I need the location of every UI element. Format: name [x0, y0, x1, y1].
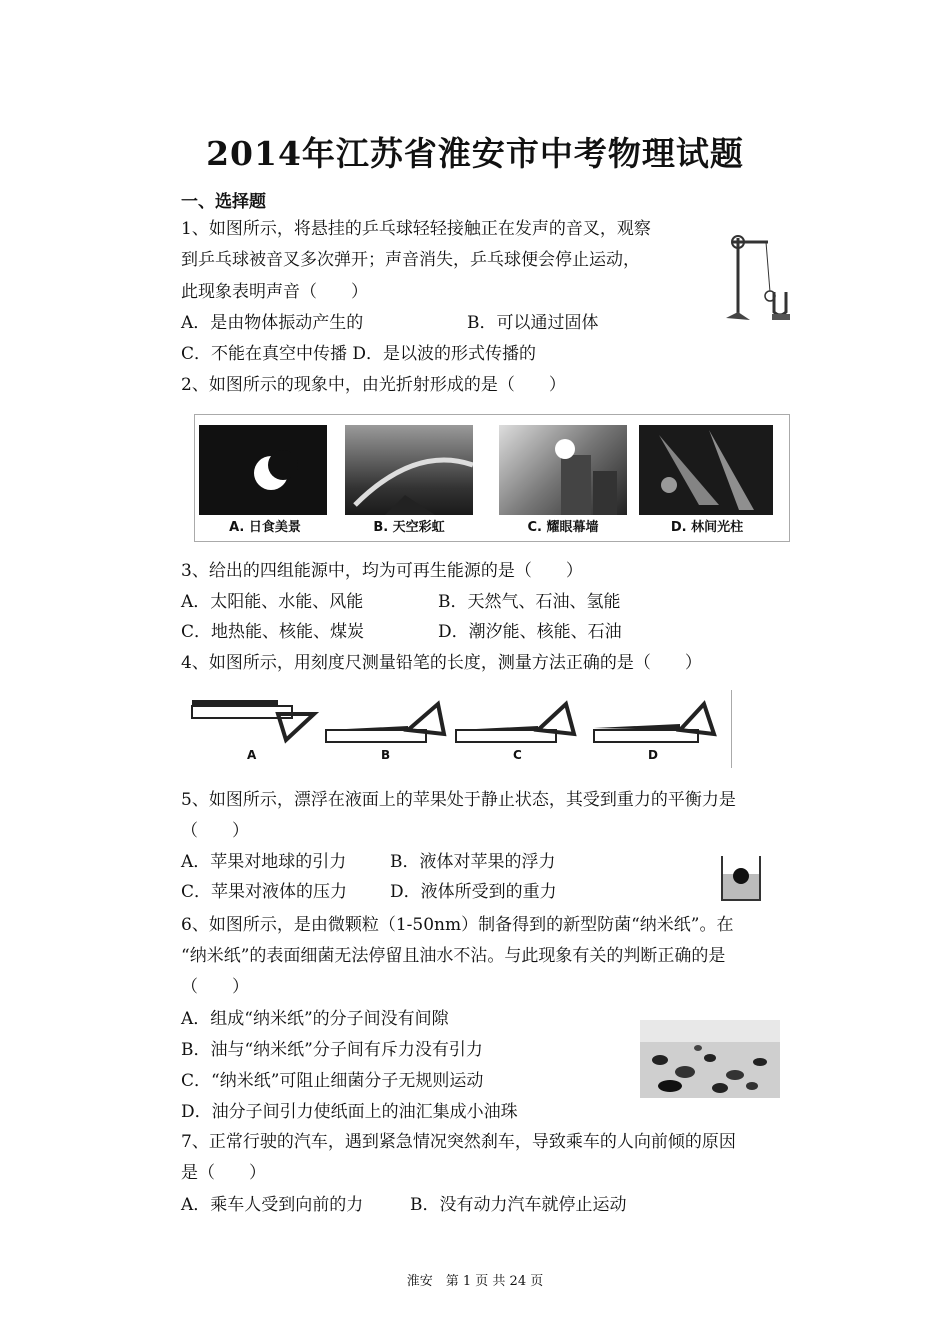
page-footer: 淮安 第 1 页 共 24 页 — [406, 1274, 544, 1289]
q6-stem-line-1: 6、如图所示，是由微颗粒（1-50nm）制备得到的新型防菌“纳米纸”。在 — [181, 915, 734, 935]
caption-a: A. 日食美景 — [229, 520, 301, 535]
q5-option-c: C．苹果对液体的压力 — [181, 882, 348, 902]
q3-option-a: A．太阳能、水能、风能 — [181, 592, 364, 612]
q3-option-b: B．天然气、石油、氢能 — [438, 592, 621, 612]
q1-option-cd: C．不能在真空中传播 D．是以波的形式传播的 — [181, 344, 537, 364]
apple-in-beaker-figure — [718, 852, 764, 904]
q4-stem: 4、如图所示，用刻度尺测量铅笔的长度，测量方法正确的是（ ） — [181, 653, 702, 673]
q6-stem-line-3: （ ） — [181, 977, 249, 997]
section-heading: 一、选择题 — [181, 192, 266, 212]
photo-solar-eclipse — [199, 425, 327, 515]
photo-rainbow — [345, 425, 473, 515]
q4-figure — [186, 690, 732, 768]
q6-option-d: D．油分子间引力使纸面上的油汇集成小油珠 — [181, 1102, 518, 1122]
q1-stem-line-2: 到乒乓球被音叉多次弹开；声音消失，乒乓球便会停止运动， — [181, 250, 640, 270]
q6-option-b: B．油与“纳米纸”分子间有斥力没有引力 — [181, 1040, 483, 1060]
q3-stem: 3、给出的四组能源中，均为可再生能源的是（ ） — [181, 561, 583, 581]
q1-option-b: B．可以通过固体 — [467, 313, 599, 333]
photo-forest-light-beams — [639, 425, 773, 515]
page-title: 2014年江苏省淮安市中考物理试题 — [206, 134, 744, 173]
q7-option-a: A．乘车人受到向前的力 — [181, 1195, 364, 1215]
nano-paper-figure — [640, 1020, 780, 1098]
rulers-figure — [186, 690, 731, 750]
q1-option-a: A．是由物体振动产生的 — [181, 313, 364, 333]
q7-stem-line-2: 是（ ） — [181, 1163, 266, 1183]
q3-option-d: D．潮汐能、核能、石油 — [438, 622, 622, 642]
q7-option-b: B．没有动力汽车就停止运动 — [410, 1195, 627, 1215]
caption-d: D. 林间光柱 — [670, 520, 744, 535]
q6-option-a: A．组成“纳米纸”的分子间没有间隙 — [181, 1009, 449, 1029]
q2-figure — [194, 414, 790, 542]
q5-option-a: A．苹果对地球的引力 — [181, 852, 347, 872]
q1-stem-line-3: 此现象表明声音（ ） — [181, 282, 368, 302]
caption-b: B. 天空彩虹 — [373, 520, 445, 535]
q3-option-c: C．地热能、核能、煤炭 — [181, 622, 365, 642]
q6-stem-line-2: “纳米纸”的表面细菌无法停留且油水不沾。与此现象有关的判断正确的是 — [181, 946, 726, 966]
q7-stem-line-1: 7、正常行驶的汽车，遇到紧急情况突然刹车，导致乘车的人向前倾的原因 — [181, 1132, 736, 1152]
q5-option-b: B．液体对苹果的浮力 — [390, 852, 556, 872]
ruler-label-d: D — [648, 748, 658, 762]
photo-glass-curtain-wall — [499, 425, 627, 515]
ruler-label-b: B — [381, 748, 391, 762]
q5-stem-line-1: 5、如图所示，漂浮在液面上的苹果处于静止状态，其受到重力的平衡力是 — [181, 790, 736, 810]
caption-c: C. 耀眼幕墙 — [527, 520, 599, 535]
ruler-label-a: A — [247, 748, 257, 762]
tuning-fork-figure — [722, 230, 792, 326]
ruler-label-c: C — [513, 748, 522, 762]
q6-option-c: C．“纳米纸”可阻止细菌分子无规则运动 — [181, 1071, 484, 1091]
q5-stem-line-2: （ ） — [181, 821, 249, 841]
q5-option-d: D．液体所受到的重力 — [390, 882, 557, 902]
q2-stem: 2、如图所示的现象中，由光折射形成的是（ ） — [181, 375, 566, 395]
q1-stem-line-1: 1、如图所示，将悬挂的乒乓球轻轻接触正在发声的音叉，观察 — [181, 219, 651, 239]
